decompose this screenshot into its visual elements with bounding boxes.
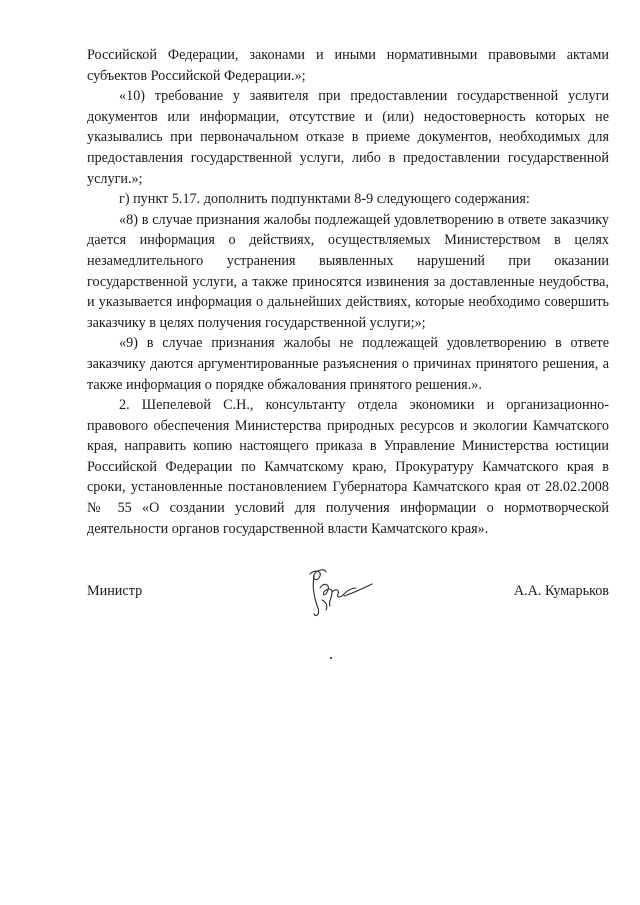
document-body bbox=[87, 45, 609, 539]
scan-dot bbox=[330, 657, 332, 659]
paragraph-continuation: Российской Федерации, законами и иными нормативными правовыми актами субъектов Российской Федерации.»; bbox=[87, 47, 609, 84]
paragraph-clause-g: г) пункт 5.17. дополнить подпунктами 8-9 следующего содержания: bbox=[119, 191, 530, 208]
handwritten-signature-icon bbox=[300, 566, 380, 622]
paragraph-item-10: «10) требование у заявителя при предоставлении государственной услуги документов или информации, отсутствие и (или) недостоверность которых не указывались при первоначальном отказе в приеме документов, необходимых для предоставления государственной услуги, либо в предоставлении государственной услуги.»; bbox=[87, 88, 609, 187]
signatory-name: А.А. Кумарьков bbox=[513, 583, 609, 599]
paragraph-item-9: «9) в случае признания жалобы не подлежащей удовлетворению в ответе заказчику даются аргументированные разъяснения о причинах принятого решения, а также информация о порядке обжалования принятого решения.». bbox=[87, 335, 609, 393]
paragraph-point-2: 2. Шепелевой С.Н., консультанту отдела экономики и организационно-правового обеспечения Министерства природных ресурсов и экологии Камчатского края, направить копию настоящего приказа в Управление Министерства юстиции Российской Федерации по Камчатскому краю, Прокуратуру Камчатского края в сроки, установленные постановлением Губернатора Камчатского края от 28.02.2008 № 55 «О создании условий для получения информации о нормотворческой деятельности органов государственной власти Камчатского края». bbox=[87, 397, 609, 537]
paragraph-item-8: «8) в случае признания жалобы подлежащей удовлетворению в ответе заказчику дается информация о действиях, осуществляемых Министерством в целях незамедлительного устранения выявленных нарушений при оказании государственной услуги, а также приносятся извинения за доставленные неудобства, и указывается информация о дальнейших действиях, которые необходимо совершить заказчику в целях получения государственной услуги;»; bbox=[87, 211, 609, 331]
signatory-position: Министр bbox=[87, 583, 143, 599]
